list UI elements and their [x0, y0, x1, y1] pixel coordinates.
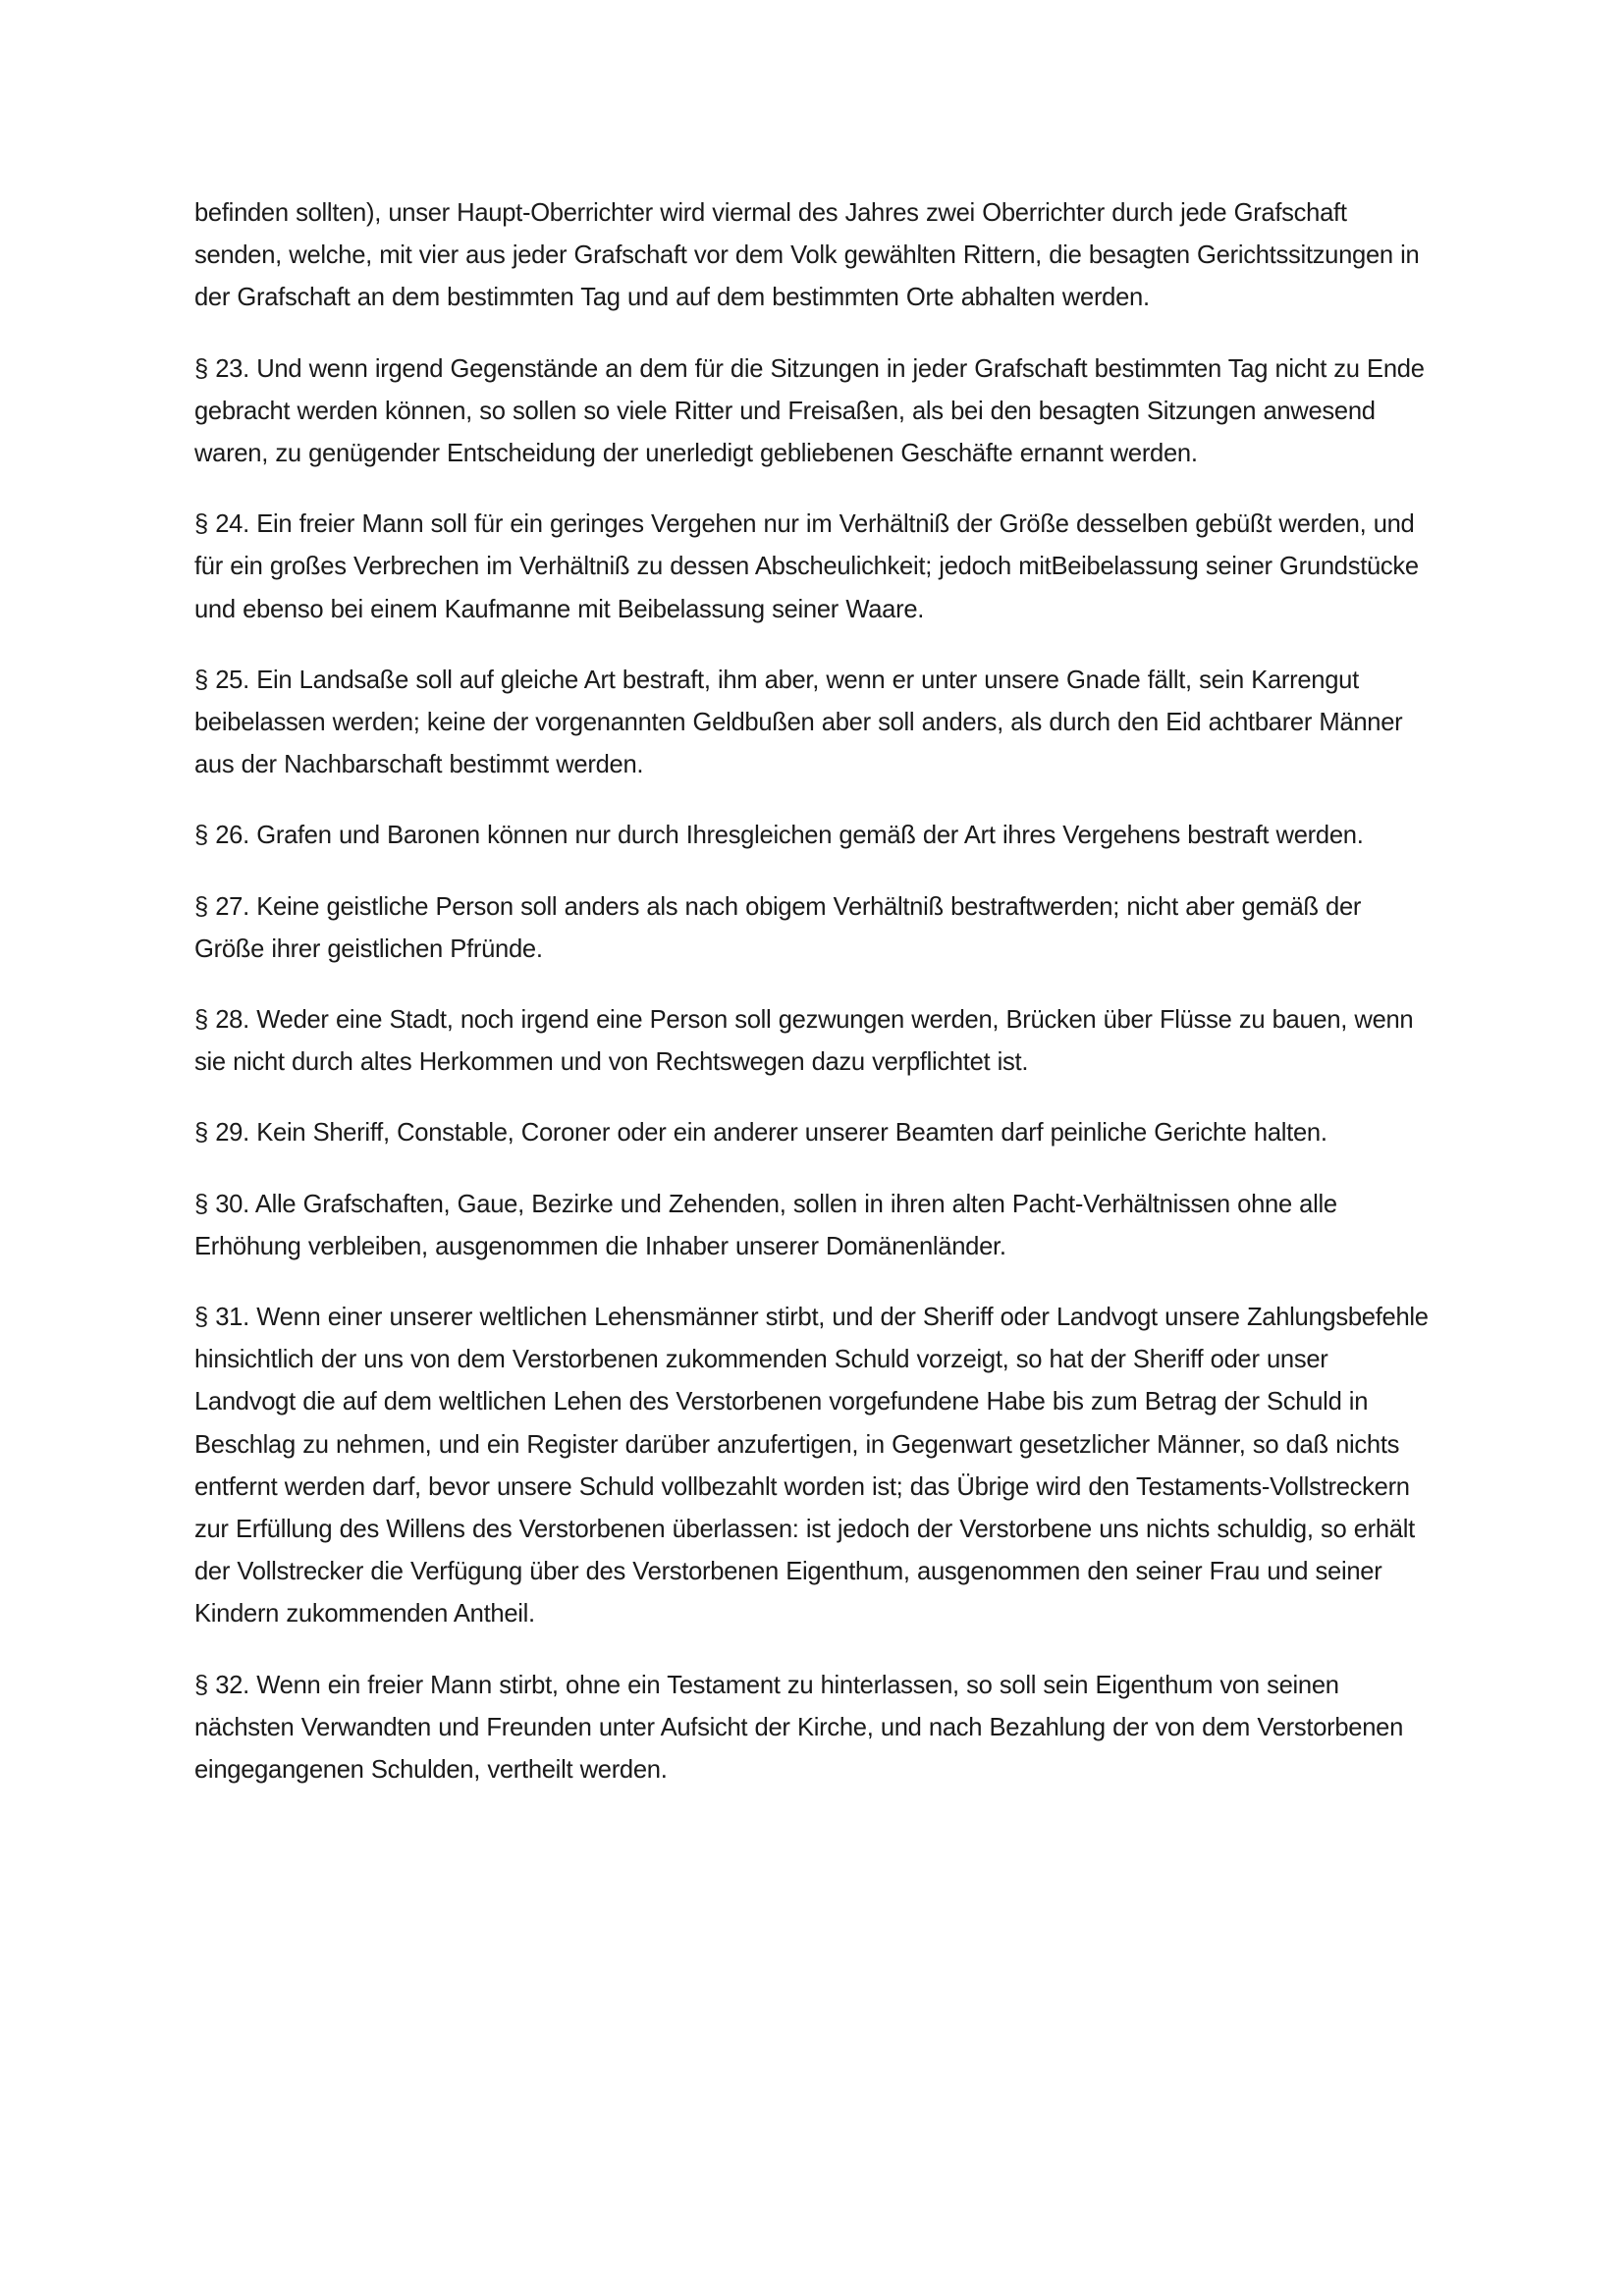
- paragraph-section-24: § 24. Ein freier Mann soll für ein geringes Vergehen nur im Verhältniß der Größe desselben gebüßt werden, und für ein großes Verbrechen im Verhältniß zu dessen Abscheulichkeit; jedoch mitBeibelassung seiner Grundstücke und ebenso bei einem Kaufmanne mit Beibelassung seiner Waare.: [194, 510, 1419, 623]
- paragraph-section-31: § 31. Wenn einer unserer weltlichen Lehensmänner stirbt, und der Sheriff oder Landvogt unsere Zahlungsbefehle hinsichtlich der uns von dem Verstorbenen zukommenden Schuld vorzeigt, so hat der Sheriff oder unser Landvogt die auf dem weltlichen Lehen des Verstorbenen vorgefundene Habe bis zum Betrag der Schuld in Beschlag zu nehmen, und ein Register darüber anzufertigen, in Gegenwart gesetzlicher Männer, so daß nichts entfernt werden darf, bevor unsere Schuld vollbezahlt worden ist; das Übrige wird den Testaments-Vollstreckern zur Erfüllung des Willens des Verstorbenen überlassen: ist jedoch der Verstorbene uns nichts schuldig, so erhält der Vollstrecker die Verfügung über des Verstorbenen Eigenthum, ausgenommen den seiner Frau und seiner Kindern zukommenden Antheil.: [194, 1304, 1429, 1629]
- document-page: [194, 192, 1434, 1820]
- paragraph-section-32: § 32. Wenn ein freier Mann stirbt, ohne ein Testament zu hinterlassen, so soll sein Eigenthum von seinen nächsten Verwandten und Freunden unter Aufsicht der Kirche, und nach Bezahlung der von dem Verstorbenen eingegangenen Schulden, vertheilt werden.: [194, 1671, 1404, 1785]
- paragraph-section-26: § 26. Grafen und Baronen können nur durch Ihresgleichen gemäß der Art ihres Vergehens bestraft werden.: [194, 822, 1364, 850]
- paragraph-section-23: § 23. Und wenn irgend Gegenstände an dem für die Sitzungen in jeder Grafschaft bestimmten Tag nicht zu Ende gebracht werden können, so sollen so viele Ritter und Freisaßen, als bei den besagten Sitzungen anwesend waren, zu genügender Entscheidung der unerledigt gebliebenen Geschäfte ernannt werden.: [194, 354, 1425, 468]
- paragraph-section-30: § 30. Alle Grafschaften, Gaue, Bezirke und Zehenden, sollen in ihren alten Pacht-Verhältnissen ohne alle Erhöhung verbleiben, ausgenommen die Inhaber unserer Domänenländer.: [194, 1190, 1337, 1260]
- paragraph-continuation: befinden sollten), unser Haupt-Oberrichter wird viermal des Jahres zwei Oberrichter durch jede Grafschaft senden, welche, mit vier aus jeder Grafschaft vor dem Volk gewählten Rittern, die besagten Gerichtssitzungen in der Grafschaft an dem bestimmten Tag und auf dem bestimmten Orte abhalten werden.: [194, 199, 1420, 312]
- paragraph-section-27: § 27. Keine geistliche Person soll anders als nach obigem Verhältniß bestraftwerden; nicht aber gemäß der Größe ihrer geistlichen Pfründe.: [194, 892, 1362, 963]
- paragraph-section-25: § 25. Ein Landsaße soll auf gleiche Art bestraft, ihm aber, wenn er unter unsere Gnade fällt, sein Karrengut beibelassen werden; keine der vorgenannten Geldbußen aber soll anders, als durch den Eid achtbarer Männer aus der Nachbarschaft bestimmt werden.: [194, 666, 1403, 779]
- paragraph-section-28: § 28. Weder eine Stadt, noch irgend eine Person soll gezwungen werden, Brücken über Flüsse zu bauen, wenn sie nicht durch altes Herkommen und von Rechtswegen dazu verpflichtet ist.: [194, 1006, 1414, 1077]
- paragraph-section-29: § 29. Kein Sheriff, Constable, Coroner oder ein anderer unserer Beamten darf peinliche Gerichte halten.: [194, 1119, 1327, 1148]
